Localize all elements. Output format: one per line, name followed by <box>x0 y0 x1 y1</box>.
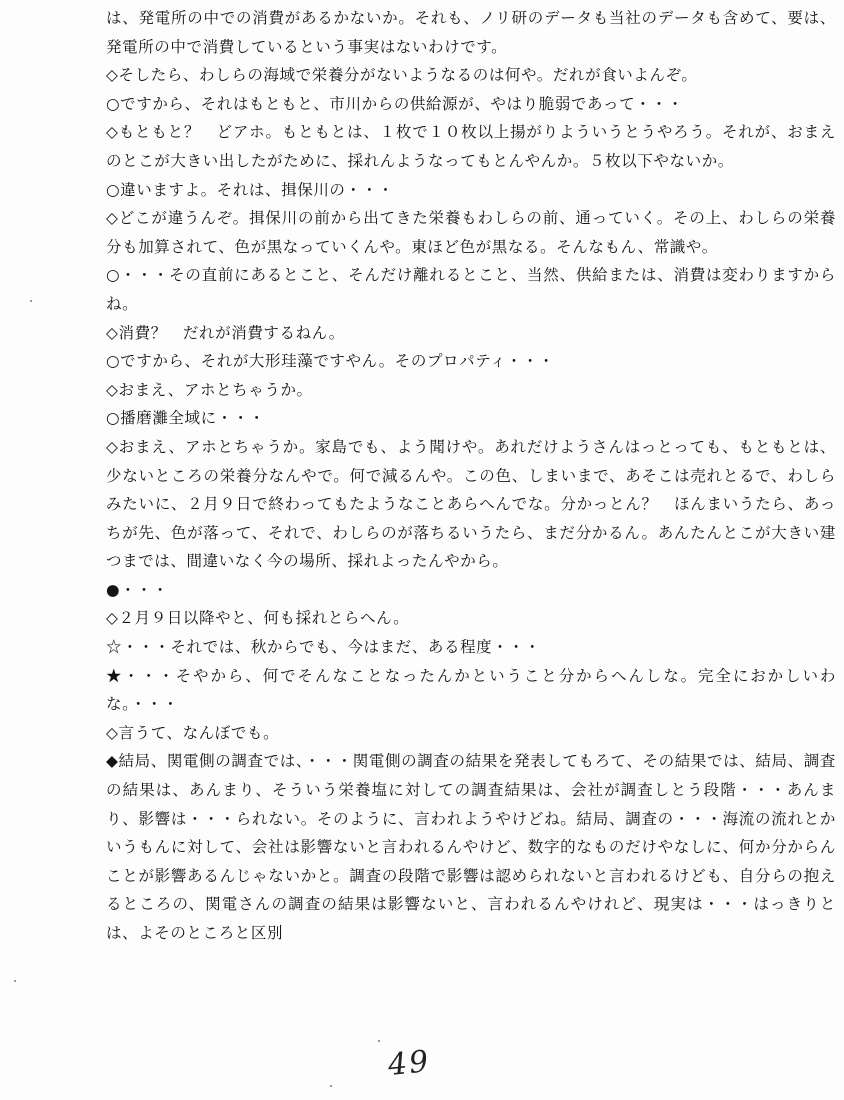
paragraph: ○ですから、それが大形珪藻ですやん。そのプロパティ・・・ <box>106 352 555 371</box>
paragraph: ◇どこが違うんぞ。揖保川の前から出てきた栄養もわしらの前、通っていく。その上、わしらの栄養分も加算されて、色が黒なっていくんや。東ほど色が黒なる。そんなもん、常識や。 <box>106 209 836 256</box>
paragraph: は、発電所の中での消費があるかないか。それも、ノリ研のデータも当社のデータも含めて、要は、発電所の中で消費しているという事実はないわけです。 <box>106 9 836 56</box>
handwritten-page-number: 49 <box>386 1043 432 1084</box>
scan-speck <box>330 1085 332 1087</box>
scan-speck <box>378 1040 380 1042</box>
paragraph: ◇もともと？ どアホ。もともとは、１枚で１０枚以上揚がりよういうとうやろう。それが、おまえのとこが大きい出したがために、採れんようなってもとんやんか。５枚以下やないか。 <box>106 123 836 170</box>
paragraph: ☆・・・それでは、秋からでも、今はまだ、ある程度・・・ <box>106 638 541 657</box>
document-body <box>106 4 836 948</box>
paragraph: ◇２月９日以降やと、何も採れとらへん。 <box>106 609 410 628</box>
paragraph: ○違いますよ。それは、揖保川の・・・ <box>106 180 394 199</box>
paragraph: ◇言うて、なんぼでも。 <box>106 723 280 742</box>
paragraph: ◇おまえ、アホとちゃうか。 <box>106 380 313 399</box>
paragraph: ★・・・そやから、何でそんなことなったんかということ分からへんしな。完全におかしいわな。・・・ <box>106 666 836 714</box>
scan-speck <box>30 300 32 302</box>
paragraph: ◆結局、関電側の調査では、・・・関電側の調査の結果を発表してもろて、その結果では、結局、調査の結果は、あんまり、そういう栄養塩に対しての調査結果は、会社が調査しとう段階・・・あんまり、影響は・・・られない。そのように、言われようやけどね。結局、調査の・・・海流の流れとかいうもんに対して、会社は影響ないと言われるんやけど、数字的なものだけやなしに、何か分からんことが影響あるんじゃないかと。調査の段階で影響は認められないと言われるけども、自分らの抱えるところの、関電さんの調査の結果は影響ないと、言われるんやけれど、現実は・・・はっきりとは、よそのところと区別 <box>106 752 836 942</box>
paragraph: ●・・・ <box>106 580 169 599</box>
paragraph: ◇おまえ、アホとちゃうか。家島でも、よう聞けや。あれだけようさんはっとっても、もともとは、少ないところの栄養分なんやで。何で減るんや。この色、しまいまで、あそこは売れとるで、わしらみたいに、２月９日で終わってもたようなことあらへんでな。分かっとん？ ほんまいうたら、あっちが先、色が落って、それで、わしらのが落ちるいうたら、まだ分かるん。あんたんとこが大きい建つまでは、間違いなく今の場所、採れよったんやから。 <box>106 437 836 571</box>
paragraph: ○・・・その直前にあるとこと、そんだけ離れるとこと、当然、供給または、消費は変わりますからね。 <box>106 266 836 313</box>
paragraph: ○ですから、それはもともと、市川からの供給源が、やはり脆弱であって・・・ <box>106 94 684 113</box>
paragraph: ◇そしたら、わしらの海域で栄養分がないようなるのは何や。だれが食いよんぞ。 <box>106 66 698 85</box>
paragraph: ◇消費？ だれが消費するねん。 <box>106 323 345 342</box>
scan-speck <box>14 980 16 982</box>
paragraph: ○播磨灘全域に・・・ <box>106 409 266 428</box>
